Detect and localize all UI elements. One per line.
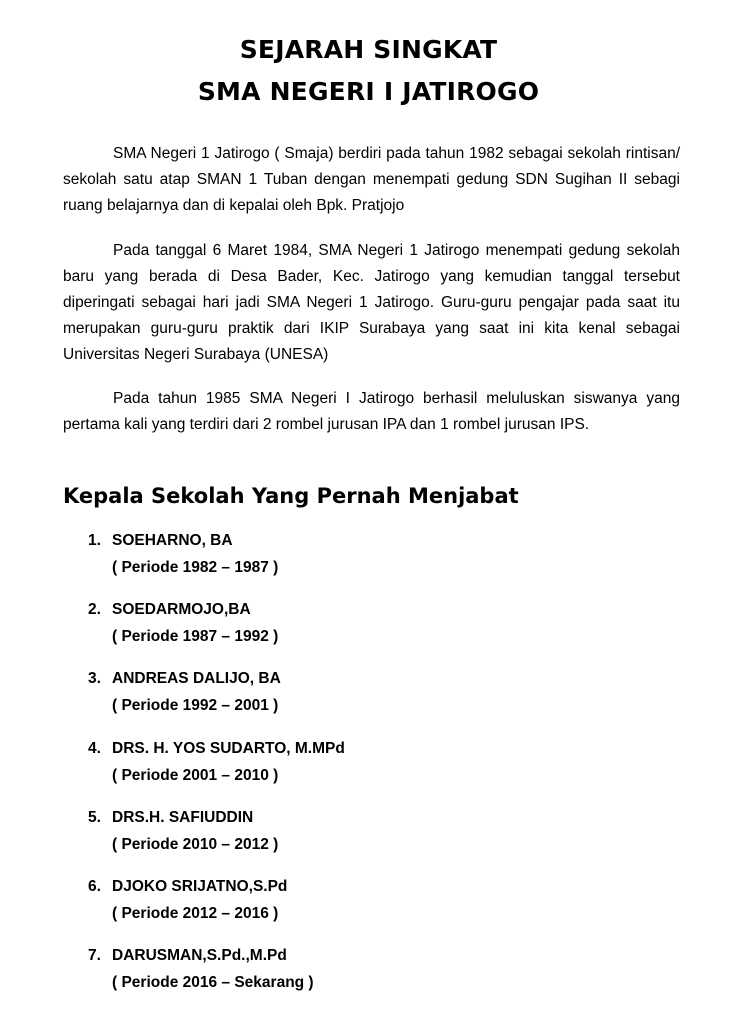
principal-name: ANDREAS DALIJO, BA (112, 670, 281, 687)
history-paragraph-1: SMA Negeri 1 Jatirogo ( Smaja) berdiri pada tahun 1982 sebagai sekolah rintisan/ sekolah satu atap SMAN 1 Tuban dengan menempati gedung SDN Sugihan II sebagi ruang belajarnya dan di kepalai oleh Bpk. Pratjojo (63, 145, 680, 214)
principal-period: ( Periode 1992 – 2001 ) (112, 697, 279, 714)
principal-period: ( Periode 1987 – 1992 ) (112, 628, 279, 645)
principal-period: ( Periode 2001 – 2010 ) (112, 767, 279, 784)
principal-name: SOEHARNO, BA (112, 532, 233, 549)
list-item-number: 3. (88, 670, 101, 687)
list-item (0, 666, 600, 726)
page-title-line-1: SEJARAH SINGKAT (239, 35, 498, 64)
principal-period: ( Periode 1982 – 1987 ) (112, 559, 279, 576)
list-item (0, 874, 600, 934)
history-paragraph-2: Pada tanggal 6 Maret 1984, SMA Negeri 1 Jatirogo menempati gedung sekolah baru yang berada di Desa Bader, Kec. Jatirogo yang kemudian tanggal tersebut diperingati sebagai hari jadi SMA Negeri 1 Jatirogo. Guru-guru pengajar pada saat itu merupakan guru-guru praktik dari IKIP Surabaya yang saat ini kita kenal sebagai Universitas Negeri Surabaya (UNESA) (63, 242, 680, 363)
list-item (0, 597, 600, 657)
principal-name: SOEDARMOJO,BA (112, 601, 251, 618)
history-paragraph-3: Pada tahun 1985 SMA Negeri I Jatirogo berhasil meluluskan siswanya yang pertama kali yang terdiri dari 2 rombel jurusan IPA dan 1 rombel jurusan IPS. (63, 390, 680, 433)
list-item (0, 943, 600, 1003)
list-item-number: 1. (88, 532, 101, 549)
list-item-number: 4. (88, 740, 101, 757)
principal-name: DJOKO SRIJATNO,S.Pd (112, 878, 288, 895)
principal-name: DARUSMAN,S.Pd.,M.Pd (112, 947, 287, 964)
principals-heading: Kepala Sekolah Yang Pernah Menjabat (63, 484, 519, 508)
principal-name: DRS.H. SAFIUDDIN (112, 809, 254, 826)
list-item-number: 2. (88, 601, 101, 618)
list-item (0, 805, 600, 865)
principal-period: ( Periode 2010 – 2012 ) (112, 836, 279, 853)
list-item-number: 7. (88, 947, 101, 964)
list-item-number: 6. (88, 878, 101, 895)
list-item (0, 736, 600, 796)
page-title-line-2: SMA NEGERI I JATIROGO (197, 77, 540, 106)
list-item-number: 5. (88, 809, 101, 826)
list-item (0, 528, 600, 588)
principal-period: ( Periode 2016 – Sekarang ) (112, 974, 314, 991)
principal-name: DRS. H. YOS SUDARTO, M.MPd (112, 740, 345, 757)
principal-period: ( Periode 2012 – 2016 ) (112, 905, 279, 922)
